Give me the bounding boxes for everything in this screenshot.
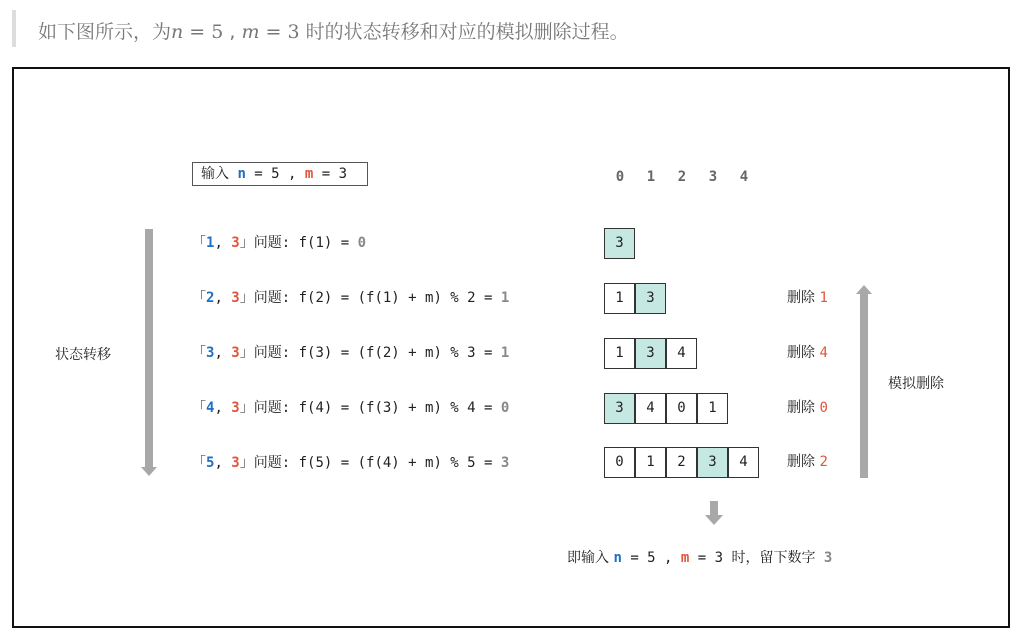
row-m: 3 (231, 455, 240, 471)
array-cell: 1 (697, 393, 728, 424)
deletion-label (787, 452, 828, 472)
row-result: 1 (500, 290, 510, 306)
deletion-text: 删除 (787, 400, 815, 416)
array-cell: 1 (604, 338, 635, 369)
index-label: 2 (677, 169, 687, 185)
array-cell: 3 (635, 283, 666, 314)
problem-row (192, 453, 509, 473)
diagram-figure (12, 67, 1010, 628)
row-m: 3 (231, 400, 240, 416)
bracket: 」 (239, 400, 254, 416)
row-m: 3 (231, 290, 240, 306)
state-transition-label: 状态转移 (55, 347, 111, 363)
intro-eq2: = (259, 21, 288, 43)
problem-row (192, 343, 509, 363)
bracket: 「 (192, 235, 206, 251)
up-arrow-shaft (860, 293, 868, 478)
row-formula: 问题: f(5) = (f(4) + m) % 5 = (253, 455, 501, 471)
result-eq1: = 5 , (621, 550, 681, 566)
row-result: 3 (500, 455, 510, 471)
array-cell: 4 (666, 338, 697, 369)
down-arrow-icon (705, 515, 723, 526)
row-formula: 问题: f(2) = (f(1) + m) % 2 = (253, 290, 501, 306)
bracket: 」 (239, 345, 254, 361)
result-arrow-shaft (710, 501, 718, 516)
input-eq1: = 5 , (245, 166, 305, 182)
problem-row (192, 288, 509, 308)
row-n: 4 (206, 400, 215, 416)
bracket: 「 (192, 345, 206, 361)
intro-quote (12, 10, 1006, 47)
array-cell: 0 (666, 393, 697, 424)
array-cell: 1 (604, 283, 635, 314)
intro-text (38, 17, 629, 44)
index-label: 0 (615, 169, 625, 185)
deletion-text: 删除 (787, 345, 815, 361)
intro-m-val: 3 (287, 21, 300, 43)
input-eq2: = 3 (313, 166, 348, 182)
problem-row (192, 233, 366, 253)
bracket: 「 (192, 400, 206, 416)
row-m: 3 (231, 235, 240, 251)
intro-comma: , (223, 21, 242, 43)
intro-suffix: 时的状态转移和对应的模拟删除过程。 (299, 21, 629, 43)
row-formula: 问题: f(3) = (f(2) + m) % 3 = (253, 345, 501, 361)
row-n: 2 (206, 290, 215, 306)
deletion-value: 1 (819, 290, 828, 306)
intro-prefix: 如下图所示，为 (38, 21, 172, 43)
row-sep: , (214, 400, 232, 416)
intro-m-var: m (241, 21, 260, 43)
result-text (567, 547, 832, 567)
array-cell: 3 (604, 228, 635, 259)
index-label: 3 (708, 169, 718, 185)
bracket: 」 (239, 290, 254, 306)
array-cell: 3 (635, 338, 666, 369)
bracket: 」 (239, 455, 254, 471)
row-n: 1 (206, 235, 215, 251)
deletion-label (787, 398, 828, 418)
row-result: 0 (500, 400, 510, 416)
input-m-var: m (304, 166, 314, 182)
array-cell: 4 (635, 393, 666, 424)
problem-row (192, 398, 509, 418)
deletion-value: 2 (819, 454, 828, 470)
intro-n-var: n (171, 21, 184, 43)
deletion-label (787, 288, 828, 308)
input-n-var: n (237, 166, 246, 182)
array-cell: 2 (666, 447, 697, 478)
deletion-value: 4 (819, 345, 828, 361)
index-label: 1 (646, 169, 656, 185)
row-result: 0 (357, 235, 367, 251)
result-prefix: 即输入 (567, 550, 614, 566)
row-n: 5 (206, 455, 215, 471)
input-label: 输入 (201, 166, 229, 182)
row-sep: , (214, 235, 232, 251)
row-sep: , (214, 455, 232, 471)
deletion-value: 0 (819, 400, 828, 416)
deletion-text: 删除 (787, 290, 815, 306)
bracket: 」 (239, 235, 254, 251)
deletion-label (787, 343, 828, 363)
result-m-var: m (680, 550, 690, 566)
bracket: 「 (192, 455, 206, 471)
result-n-var: n (613, 550, 622, 566)
intro-eq1: = (183, 21, 212, 43)
row-result: 1 (500, 345, 510, 361)
down-arrow-icon (141, 467, 157, 477)
row-formula: 问题: f(4) = (f(3) + m) % 4 = (253, 400, 501, 416)
index-label: 4 (739, 169, 749, 185)
array-cell: 1 (635, 447, 666, 478)
result-eq2: = 3 时，留下数字 (689, 550, 824, 566)
bracket: 「 (192, 290, 206, 306)
input-box (192, 162, 368, 186)
simulate-delete-label: 模拟删除 (888, 376, 944, 392)
row-sep: , (214, 290, 232, 306)
row-formula: 问题: f(1) = (253, 235, 358, 251)
array-cell: 3 (604, 393, 635, 424)
result-value: 3 (823, 550, 833, 566)
array-cell: 4 (728, 447, 759, 478)
row-sep: , (214, 345, 232, 361)
row-n: 3 (206, 345, 215, 361)
down-arrow-shaft (145, 229, 153, 469)
array-cell: 3 (697, 447, 728, 478)
deletion-text: 删除 (787, 454, 815, 470)
row-m: 3 (231, 345, 240, 361)
array-cell: 0 (604, 447, 635, 478)
intro-n-val: 5 (211, 21, 224, 43)
